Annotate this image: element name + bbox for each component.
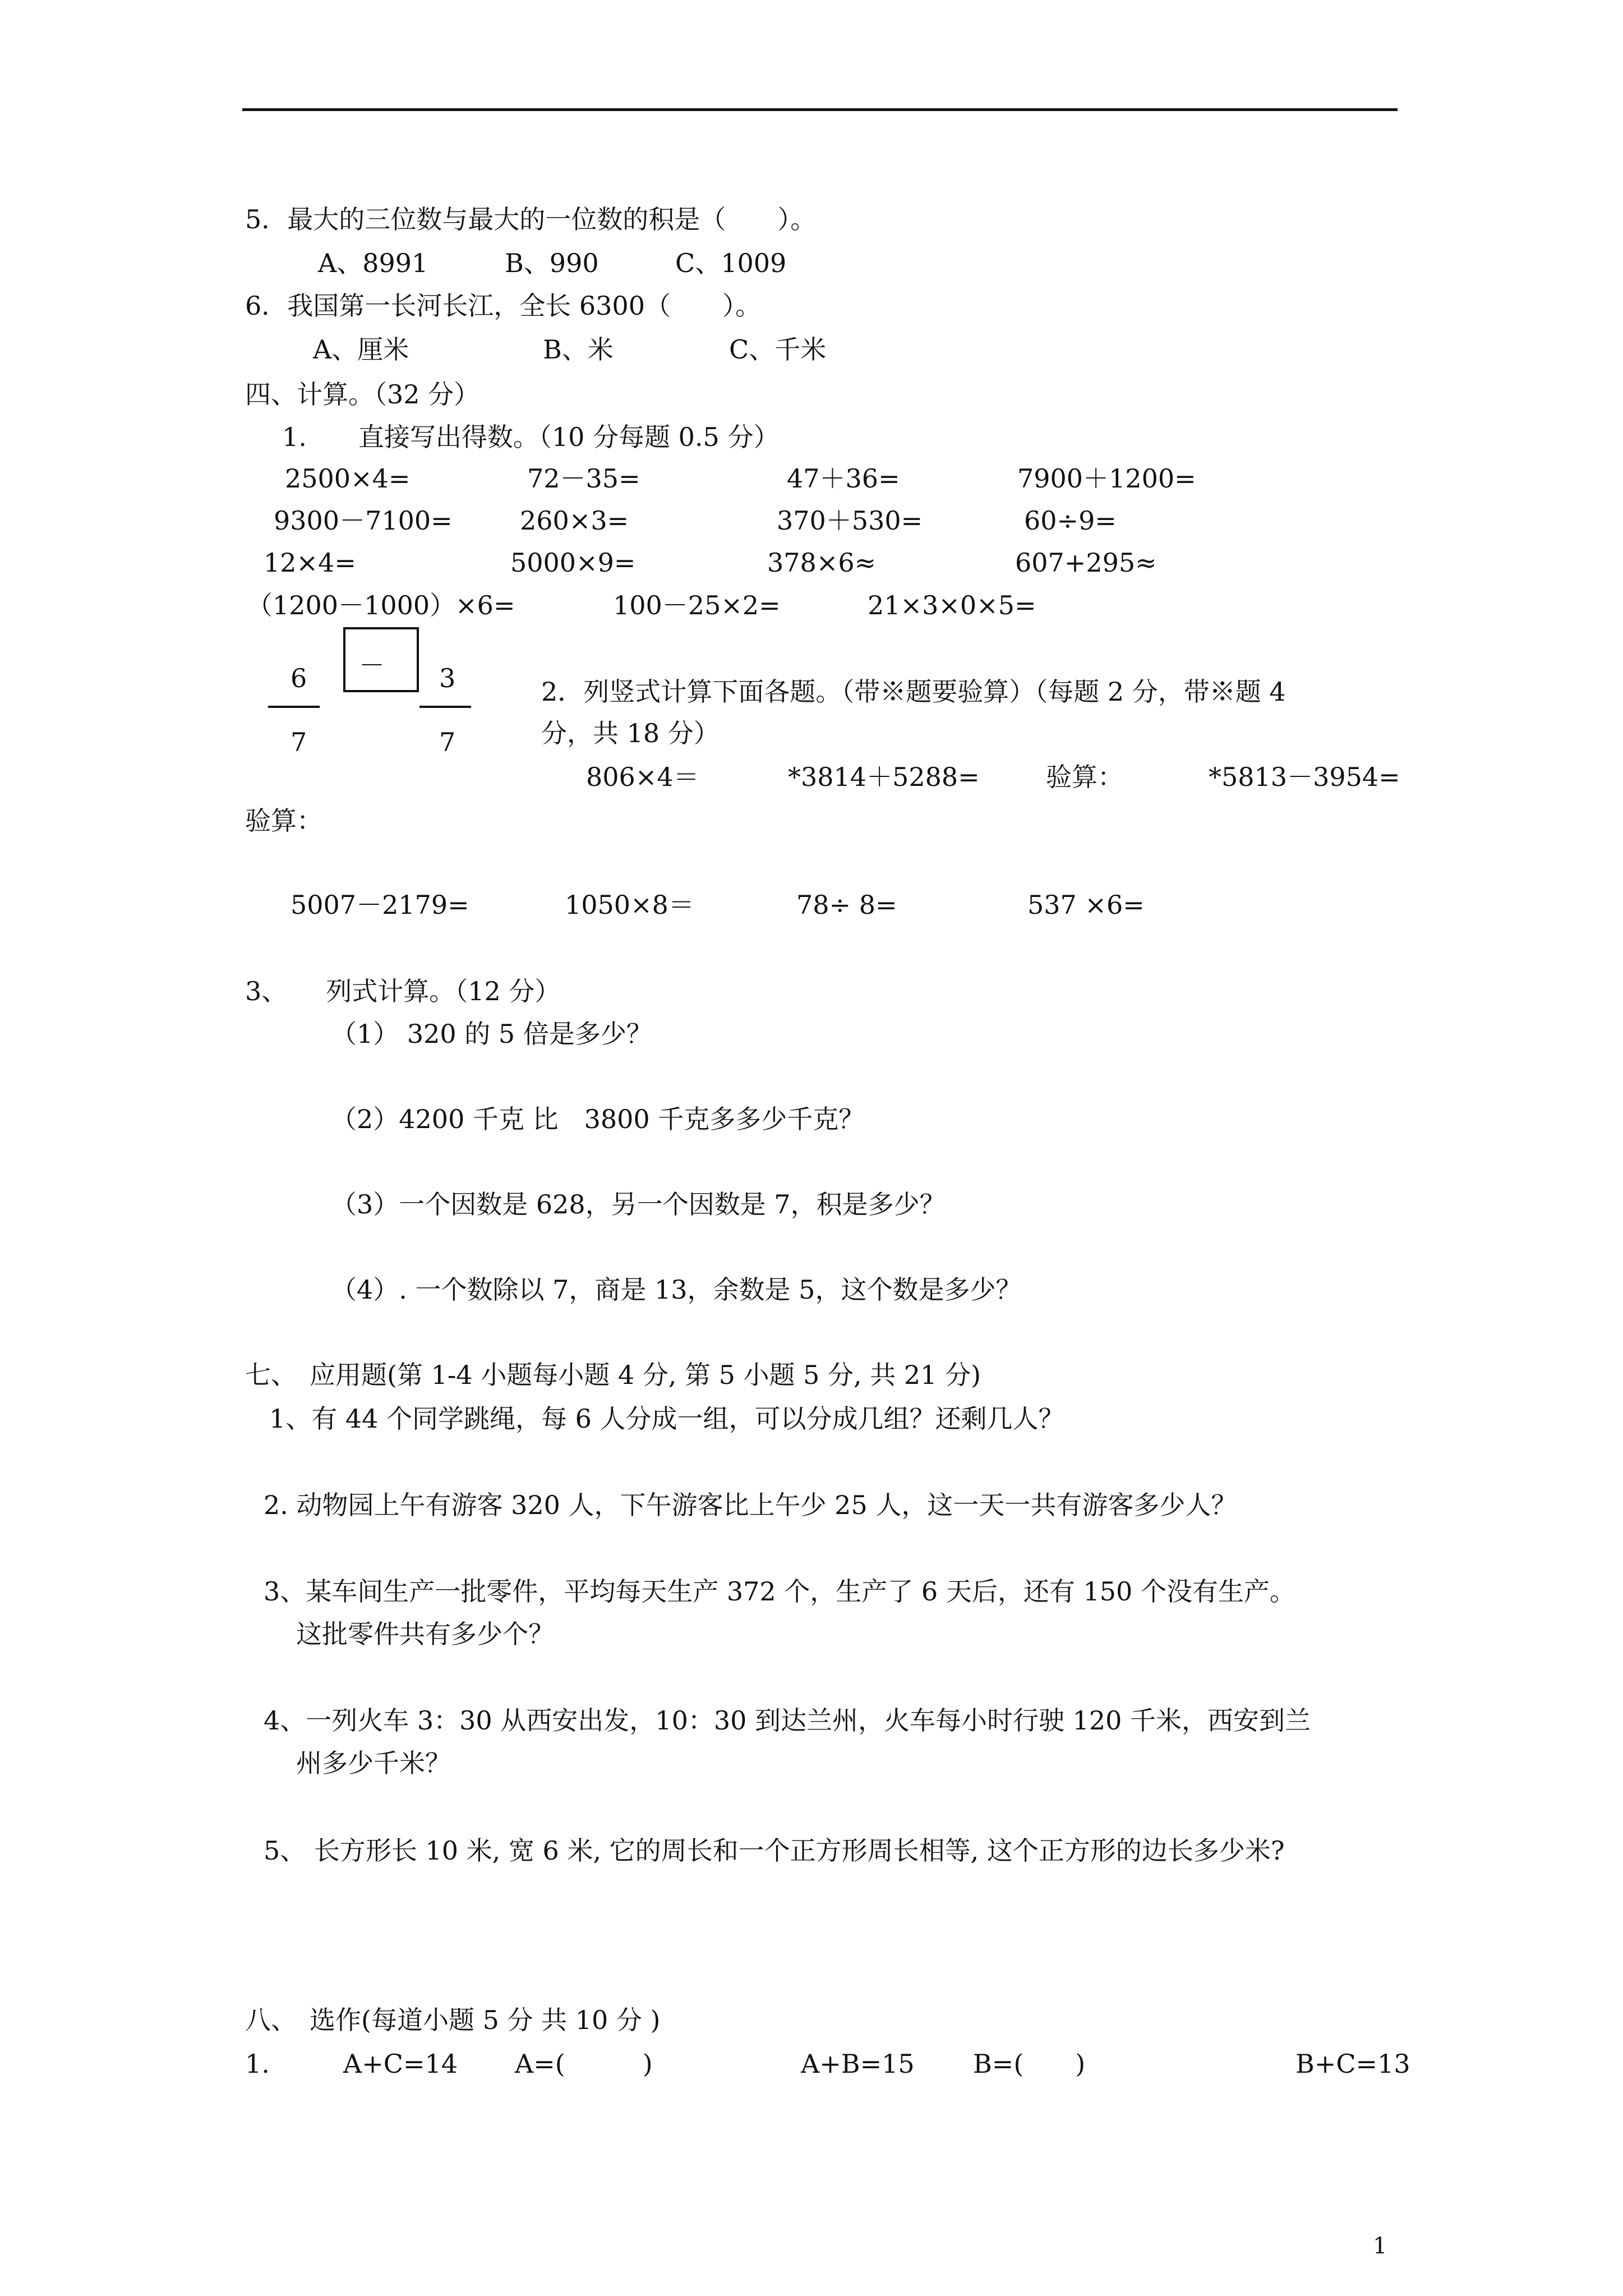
calc-item: 9300－7100= [274,505,453,536]
calc-item: 21×3×0×5= [868,590,1036,620]
fraction-2-numerator: 3 [439,663,456,693]
check-label: 验算： [1046,762,1123,792]
section-4-part1-title: 1. 直接写出得数。（10 分每题 0.5 分） [282,422,780,452]
check-label: 验算： [245,806,322,836]
equation: A+B=15 [801,2049,915,2079]
answer-blank: A=( ) [515,2049,653,2079]
fraction-2-bar [419,706,471,708]
calc-item: 72－35= [527,463,640,494]
question-6: 6．我国第一长河长江，全长 6300（ ）。 [245,291,761,321]
word-calc-item: （4）. 一个数除以 7，商是 13，余数是 5，这个数是多少？ [331,1274,1022,1305]
word-calc-item: （3）一个因数是 628，另一个因数是 7，积是多少？ [331,1189,946,1220]
q6-option-c: C、千米 [729,334,827,365]
word-problem-3-cont: 这批零件共有多少个？ [296,1619,554,1649]
calc-item: 60÷9= [1024,505,1117,536]
fraction-1-denominator: 7 [291,727,307,757]
word-calc-item: （2）4200 千克 比 3800 千克多多少千克？ [331,1104,865,1134]
calc-item: 7900＋1200= [1017,463,1196,494]
fraction-operator: － [359,650,385,680]
vertical-calc-item: 806×4＝ [586,762,699,792]
section-4-part2-title: 2．列竖式计算下面各题。（带※题要验算）（每题 2 分，带※题 4 [541,677,1286,707]
fraction-2-denominator: 7 [439,727,456,757]
vertical-calc-item: 5007－2179= [291,890,469,920]
answer-blank: B=( ) [973,2049,1086,2079]
word-problem-4: 4、一列火车 3：30 从西安出发，10：30 到达兰州，火车每小时行驶 120 千米，西安到兰 [264,1705,1311,1736]
section-4-title: 四、计算。（32 分） [245,379,480,409]
vertical-calc-item: *5813－3954= [1209,762,1400,792]
vertical-calc-item: 1050×8＝ [565,890,694,920]
calc-item: 607+295≈ [1015,547,1157,578]
q5-option-c: C、1009 [675,248,787,278]
section-4-part2-title-cont: 分，共 18 分） [541,718,720,748]
fraction-1-bar [268,706,320,708]
q5-option-a: A、8991 [318,248,428,278]
calc-item: 260×3= [520,505,629,536]
section-8-title: 八、 选作(每道小题 5 分 共 10 分 ) [245,2005,661,2035]
calc-item: （1200－1000）×6= [247,590,515,620]
calc-item: 47＋36= [787,463,900,494]
word-problem-5: 5、 长方形长 10 米, 宽 6 米, 它的周长和一个正方形周长相等, 这个正方形的边长多少米? [264,1835,1285,1866]
calc-item: 100－25×2= [613,590,781,620]
question-5: 5．最大的三位数与最大的一位数的积是（ ）。 [245,204,817,234]
header-rule [242,108,1398,111]
section-4-part3-title: 3、 列式计算。（12 分） [245,976,561,1006]
equation: B+C=13 [1295,2049,1410,2079]
q6-option-b: B、米 [543,334,614,365]
word-problem-2: 2. 动物园上午有游客 320 人，下午游客比上午少 25 人，这一天一共有游客多少人？ [264,1490,1237,1520]
word-problem-3: 3、某车间生产一批零件，平均每天生产 372 个，生产了 6 天后，还有 150 个没有生产。 [264,1576,1295,1607]
page-number: 1 [1373,2233,1387,2259]
calc-item: 378×6≈ [767,547,877,578]
word-problem-4-cont: 州多少千米？ [296,1748,451,1778]
word-problem-1: 1、有 44 个同学跳绳，每 6 人分成一组，可以分成几组？还剩几人？ [269,1404,1064,1434]
equation: A+C=14 [343,2049,458,2079]
q5-option-b: B、990 [505,248,599,278]
q6-option-a: A、厘米 [313,334,409,365]
calc-item: 2500×4= [285,463,411,494]
word-calc-item: （1） 320 的 5 倍是多少？ [331,1019,652,1049]
section-7-title: 七、 应用题(第 1-4 小题每小题 4 分, 第 5 小题 5 分, 共 21 分) [245,1360,981,1390]
vertical-calc-item: *3814＋5288= [788,762,980,792]
fraction-1-numerator: 6 [291,663,307,693]
vertical-calc-item: 537 ×6= [1027,890,1145,920]
calc-item: 370＋530= [777,505,923,536]
calc-item: 12×4= [264,547,356,578]
optional-item-number: 1. [245,2049,270,2079]
vertical-calc-item: 78÷ 8= [796,890,897,920]
calc-item: 5000×9= [510,547,636,578]
